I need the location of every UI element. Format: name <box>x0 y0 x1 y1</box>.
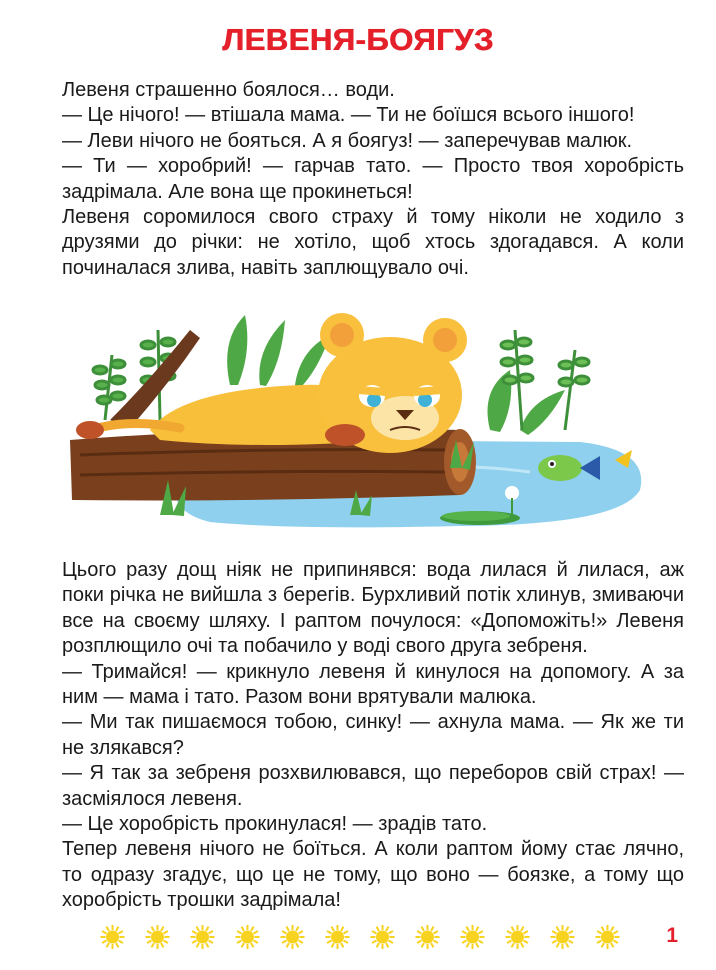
sun-icon <box>101 925 125 949</box>
paragraph: Левеня страшенно боялося… води. <box>62 79 395 101</box>
paragraph: — Тримайся! — крикнуло левеня й кинулося на допомогу. А за ним — мама і тато. Разом вони врятували малюка. <box>62 660 684 709</box>
paragraph: Тепер левеня нічого не боїться. А коли раптом йому стає лячно, то одразу згадує, що це не тому, що воно — боязке, а тому що хоробрість трошки задрімала! <box>62 838 684 912</box>
page-number: 1 <box>666 924 678 947</box>
paragraph: — Це нічого! — втішала мама. — Ти не боїшся всього іншого! <box>62 104 635 127</box>
sun-icon <box>236 925 260 949</box>
lion-cub-on-log-icon <box>60 290 660 535</box>
paragraph: — Леви нічого не бояться. А я боягуз! — заперечував малюк. <box>62 129 633 152</box>
sun-icon <box>281 925 305 949</box>
page-title: ЛЕВЕНЯ-БОЯГУЗ <box>222 22 494 57</box>
paragraph: — Це хоробрість прокинулася! — зрадів тато. <box>62 813 488 836</box>
sun-icon <box>371 925 395 949</box>
sun-icon <box>416 925 440 949</box>
story-text-bottom <box>62 558 684 914</box>
sun-icon <box>461 925 485 949</box>
sun-icon <box>191 925 215 949</box>
sun-icon <box>506 925 530 949</box>
paragraph: — Ми так пишаємося тобою, синку! — ахнула мама. — Як же ти не злякався? <box>62 711 684 759</box>
sun-icon <box>551 925 575 949</box>
sun-icon <box>146 925 170 949</box>
paragraph: Цього разу дощ ніяк не припинявся: вода лилася й лилася, аж поки річка не вийшла з берегів. Бурхливий потік хлинув, змиваючи все на своєму шляху. І раптом почулося: «Допоможіть!» Левеня розплющило очі та побачило у воді свого друга зебреня. <box>62 559 684 658</box>
story-text-top <box>62 78 684 281</box>
sun-border <box>90 924 630 950</box>
paragraph: — Ти — хоробрий! — гарчав тато. — Просто твоя хоробрість задрімала. Але вона ще прокинеться! <box>62 155 684 203</box>
sun-icon <box>596 925 620 949</box>
paragraph: — Я так за зебреня розхвилювався, що переборов свій страх! — засміялося левеня. <box>62 762 684 810</box>
paragraph: Левеня соромилося свого страху й тому ніколи не ходило з друзями до річки: не хотіло, щоб хтось здогадався. А коли починалася злива, навіть заплющувало очі. <box>62 206 684 279</box>
sun-icon <box>326 925 350 949</box>
